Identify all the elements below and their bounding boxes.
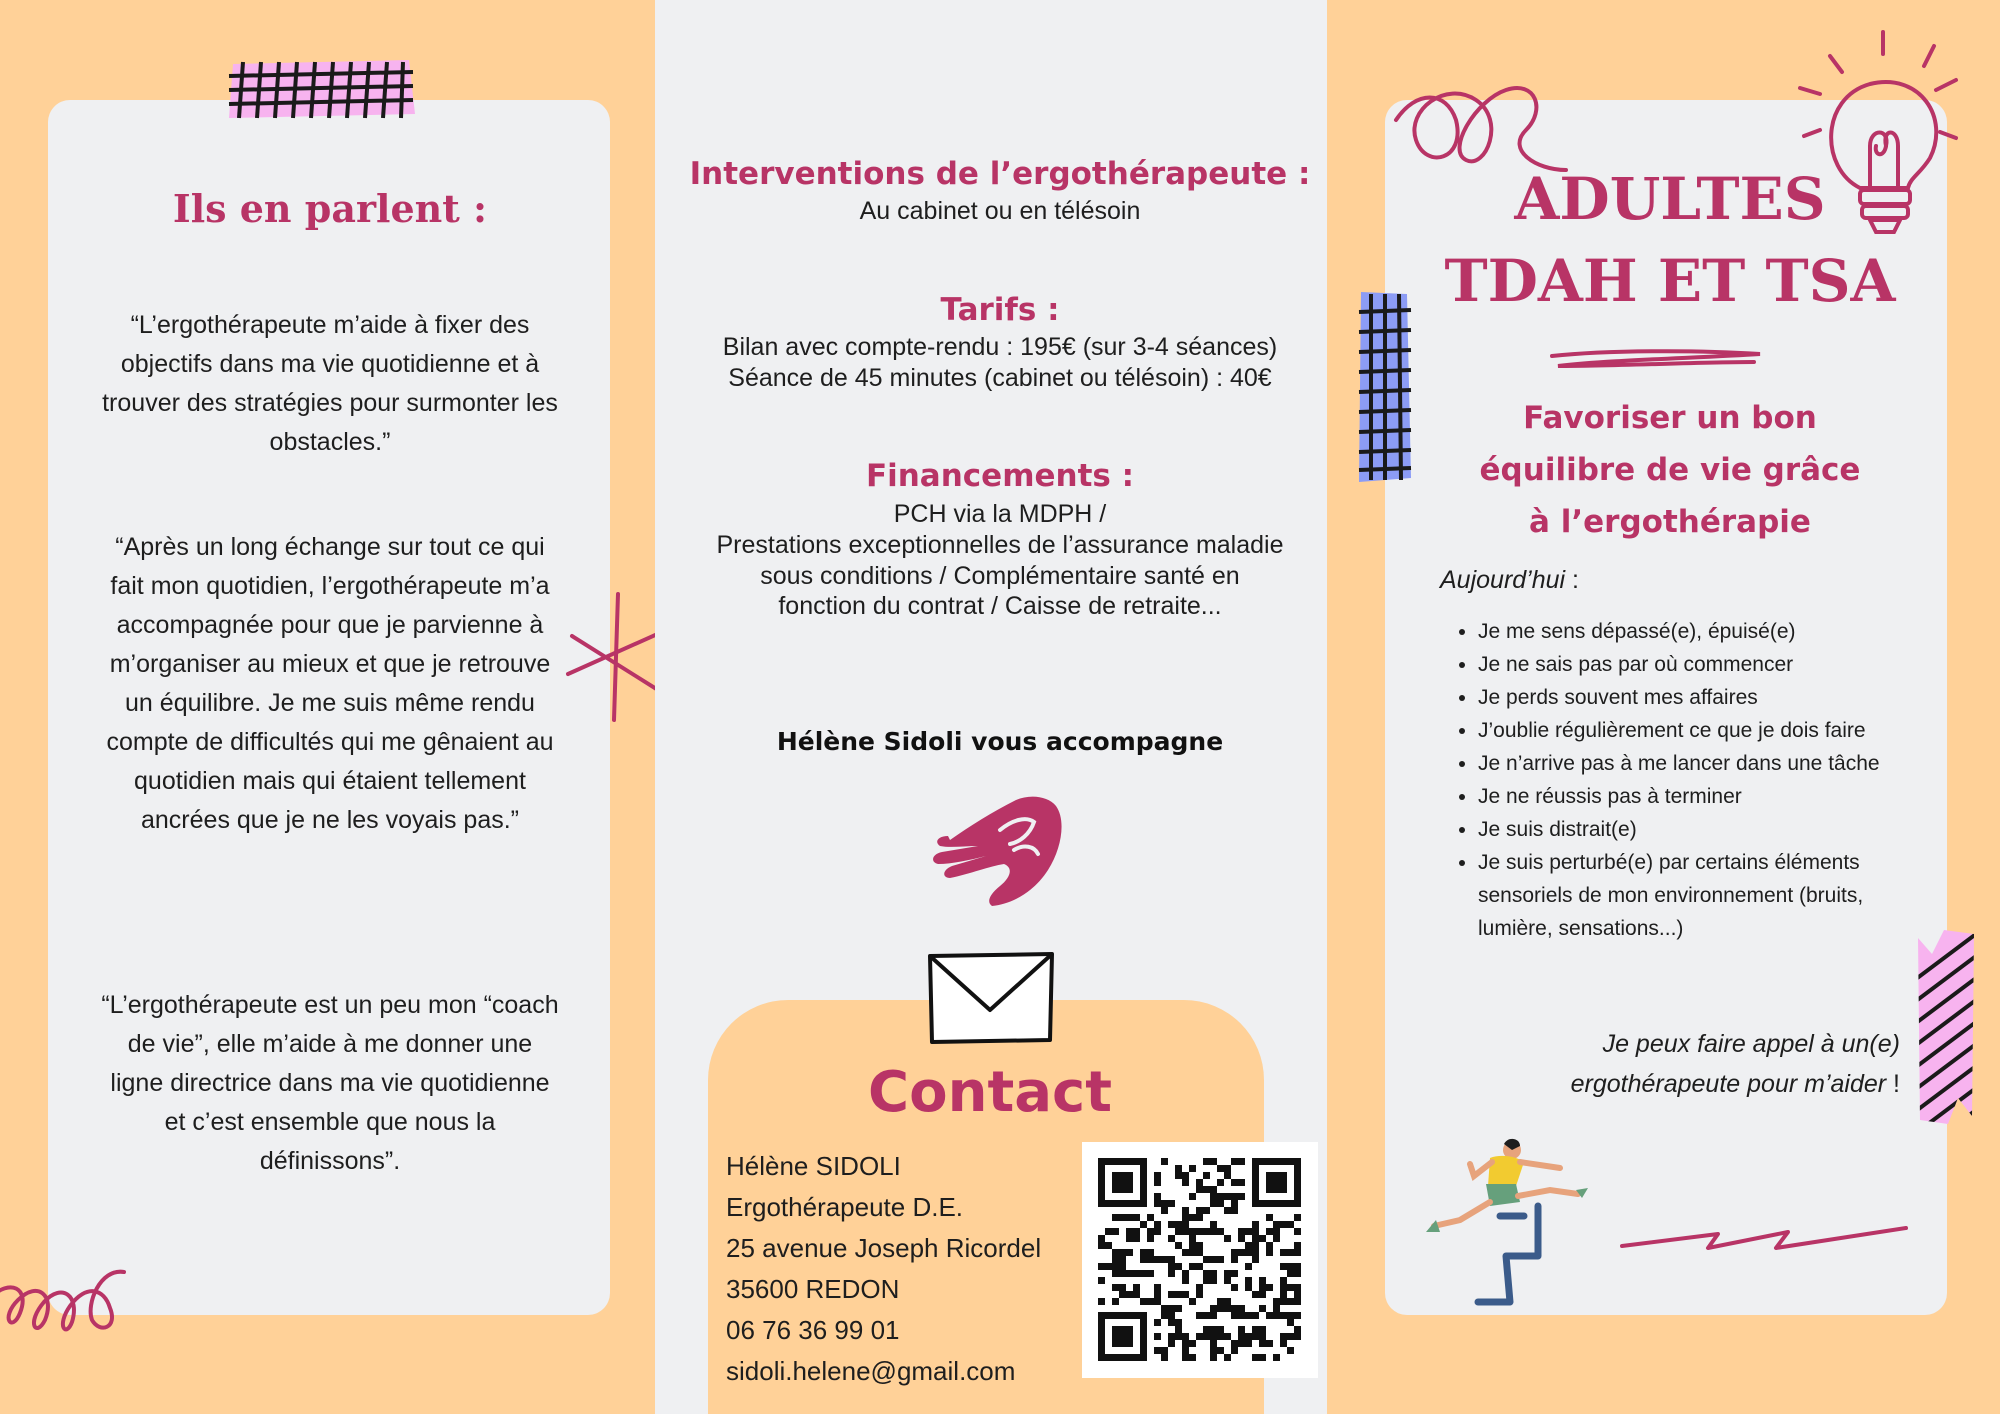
left-heading: Ils en parlent : xyxy=(172,186,488,231)
tape-blue-icon xyxy=(1355,288,1417,486)
accompagne-text: Hélène Sidoli vous accompagne xyxy=(776,727,1224,756)
subtitle-line-2: équilibre de vie grâce xyxy=(1479,452,1861,488)
list-item: • Je suis perturbé(e) par certains éléments sensoriels de mon environnement (bruits, lumière, sensations...) xyxy=(1478,846,1918,945)
closing-italic: Je peux faire appel à un(e) ergothérapeute pour m’aider xyxy=(1570,1030,1900,1098)
subtitle-line-1: Favoriser un bon xyxy=(1523,400,1817,436)
financements-line-2: Prestations exceptionnelles de l’assurance maladie xyxy=(716,531,1284,559)
financements-line-3: sous conditions / Complémentaire santé en xyxy=(760,562,1240,590)
runner-hurdle-icon xyxy=(1420,1136,1596,1308)
zigzag-icon xyxy=(1618,1218,1910,1258)
list-item: • Je ne réussis pas à terminer xyxy=(1478,780,1938,813)
interventions-heading: Interventions de l’ergothérapeute : xyxy=(689,156,1311,192)
contact-profession: Ergothérapeute D.E. xyxy=(726,1192,964,1222)
closing-text xyxy=(1500,1024,1900,1104)
list-item: • Je ne sais pas par où commencer xyxy=(1478,648,1938,681)
tarifs-heading: Tarifs : xyxy=(940,292,1060,328)
qr-code-icon xyxy=(1082,1142,1318,1378)
contact-title: Contact xyxy=(868,1060,1112,1125)
underline-scribble-icon xyxy=(1548,344,1764,374)
tape-pink-icon xyxy=(225,58,417,120)
list-item: • J’oublie régulièrement ce que je dois faire xyxy=(1478,714,1898,747)
list-item: • Je me sens dépassé(e), épuisé(e) xyxy=(1478,615,1938,648)
today-label-colon: : xyxy=(1565,566,1579,594)
list-item: • Je perds souvent mes affaires xyxy=(1478,681,1938,714)
quote-3: “L’ergothérapeute est un peu mon “coach de vie”, elle m’aide à me donner une ligne directrice dans ma vie quotidienne et c’est ensemble que nous la définissons”. xyxy=(101,991,559,1175)
interventions-text: Au cabinet ou en télésoin xyxy=(859,197,1141,225)
contact-phone[interactable]: 06 76 36 99 01 xyxy=(726,1315,900,1345)
qr-code xyxy=(1082,1142,1318,1378)
contact-email[interactable]: sidoli.helene@gmail.com xyxy=(726,1356,1016,1386)
tarifs-line-1: Bilan avec compte-rendu : 195€ (sur 3-4 séances) xyxy=(722,333,1278,361)
contact-details xyxy=(726,1146,1076,1392)
tape-diagonal-icon xyxy=(1914,928,1978,1128)
subtitle-line-3: à l’ergothérapie xyxy=(1529,504,1811,540)
title-line-1: ADULTES xyxy=(1514,165,1826,233)
list-item: • Je n’arrive pas à me lancer dans une tâche xyxy=(1478,747,1898,780)
quote-1: “L’ergothérapeute m’aide à fixer des objectifs dans ma vie quotidienne et à trouver des stratégies pour surmonter les obstacles.” xyxy=(102,311,558,456)
quote-2: “Après un long échange sur tout ce qui fait mon quotidien, l’ergothérapeute m’a accompagnée pour que je parvienne à m’organiser au mieux et que je retrouve un équilibre. Je me suis même rendu compte de difficultés qui me gênaient au quotidien mais qui étaient tellement ancrées que je ne les voyais pas.” xyxy=(106,533,554,834)
financements-line-1: PCH via la MDPH / xyxy=(893,500,1107,528)
today-label xyxy=(1440,566,1579,595)
contact-address: 25 avenue Joseph Ricordel xyxy=(726,1233,1042,1263)
list-item: • Je suis distrait(e) xyxy=(1478,813,1938,846)
closing-mark: ! xyxy=(1886,1070,1900,1098)
financements-line-4: fonction du contrat / Caisse de retraite... xyxy=(778,592,1222,620)
hand-icon xyxy=(930,790,1070,912)
tarifs-line-2: Séance de 45 minutes (cabinet ou télésoin) : 40€ xyxy=(728,364,1272,392)
sparkle-icon xyxy=(562,590,668,726)
title-line-2: TDAH ET TSA xyxy=(1444,247,1896,315)
envelope-icon xyxy=(926,952,1056,1044)
spiral-icon xyxy=(0,1238,130,1348)
contact-name: Hélène SIDOLI xyxy=(726,1151,901,1181)
financements-heading: Financements : xyxy=(865,458,1135,494)
today-label-text: Aujourd’hui xyxy=(1440,566,1566,594)
contact-city: 35600 REDON xyxy=(726,1274,900,1304)
symptom-list xyxy=(1452,615,1938,945)
